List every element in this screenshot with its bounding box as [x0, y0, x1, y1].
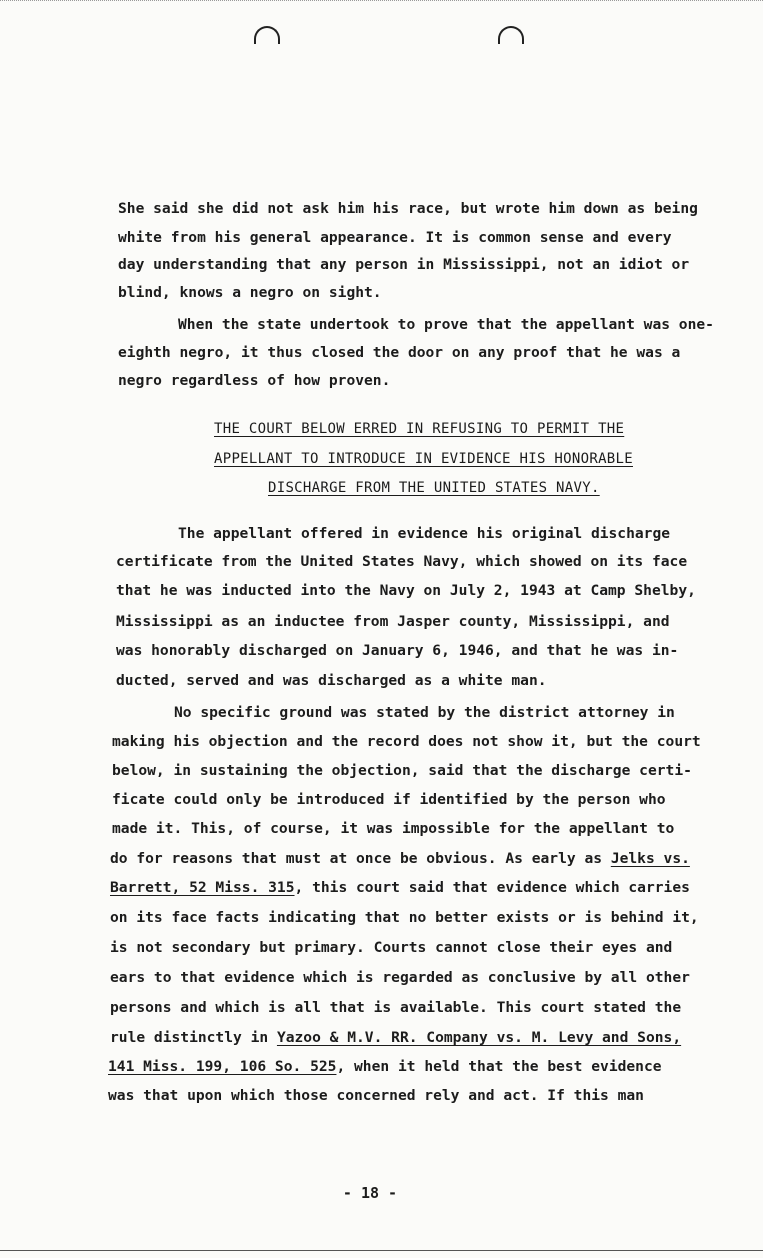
binding-hole-right	[498, 26, 524, 44]
text-line: Mississippi as an inductee from Jasper county, Mississippi, and	[116, 613, 670, 630]
text-line: eighth negro, it thus closed the door on any proof that he was a	[118, 344, 681, 361]
text-line: When the state undertook to prove that the appellant was one-	[178, 316, 714, 333]
text-span: , when it held that the best evidence	[336, 1058, 662, 1075]
text-line: below, in sustaining the objection, said that the discharge certi-	[112, 762, 692, 779]
case-citation: Yazoo & M.V. RR. Company vs. M. Levy and Sons,	[276, 1029, 682, 1046]
case-citation: Barrett, 52 Miss. 315	[110, 879, 295, 896]
text-line: ducted, served and was discharged as a white man.	[116, 672, 547, 689]
text-line: white from his general appearance. It is common sense and every	[118, 229, 672, 246]
text-line: day understanding that any person in Mississippi, not an idiot or	[118, 256, 690, 273]
text-line: was honorably discharged on January 6, 1946, and that he was in-	[116, 642, 679, 659]
page-number: - 18 -	[342, 1184, 398, 1202]
text-span: rule distinctly in	[110, 1029, 277, 1046]
text-line: making his objection and the record does not show it, but the court	[112, 733, 701, 750]
text-line: was that upon which those concerned rely and act. If this man	[108, 1087, 644, 1104]
section-heading-line: THE COURT BELOW ERRED IN REFUSING TO PERMIT THE	[214, 421, 625, 437]
bottom-edge-rule	[0, 1250, 763, 1251]
text-span: do for reasons that must at once be obvious. As early as	[110, 850, 611, 867]
text-line: on its face facts indicating that no better exists or is behind it,	[110, 909, 699, 926]
text-line: is not secondary but primary. Courts cannot close their eyes and	[110, 939, 673, 956]
section-heading-line: DISCHARGE FROM THE UNITED STATES NAVY.	[268, 480, 600, 496]
case-citation: 141 Miss. 199, 106 So. 525	[108, 1058, 337, 1075]
text-line: No specific ground was stated by the district attorney in	[174, 704, 675, 721]
text-line	[108, 1058, 662, 1075]
text-line: ears to that evidence which is regarded as conclusive by all other	[110, 969, 690, 986]
binding-hole-left	[254, 26, 280, 44]
text-line: ficate could only be introduced if identified by the person who	[112, 791, 666, 808]
text-line: The appellant offered in evidence his original discharge	[178, 525, 671, 542]
section-heading-line: APPELLANT TO INTRODUCE IN EVIDENCE HIS HONORABLE	[214, 451, 633, 467]
text-line	[110, 1029, 681, 1046]
case-citation: Jelks vs.	[610, 850, 690, 867]
text-line: certificate from the United States Navy, which showed on its face	[116, 553, 688, 570]
text-line: that he was inducted into the Navy on July 2, 1943 at Camp Shelby,	[116, 582, 696, 599]
text-line: blind, knows a negro on sight.	[118, 284, 382, 301]
text-line: made it. This, of course, it was impossible for the appellant to	[112, 820, 675, 837]
text-span: , this court said that evidence which carries	[294, 879, 690, 896]
text-line: She said she did not ask him his race, but wrote him down as being	[118, 200, 698, 217]
top-edge-rule	[0, 0, 763, 1]
text-line: negro regardless of how proven.	[118, 372, 391, 389]
text-line	[110, 879, 690, 896]
text-line	[110, 850, 690, 867]
text-line: persons and which is all that is available. This court stated the	[110, 999, 682, 1016]
